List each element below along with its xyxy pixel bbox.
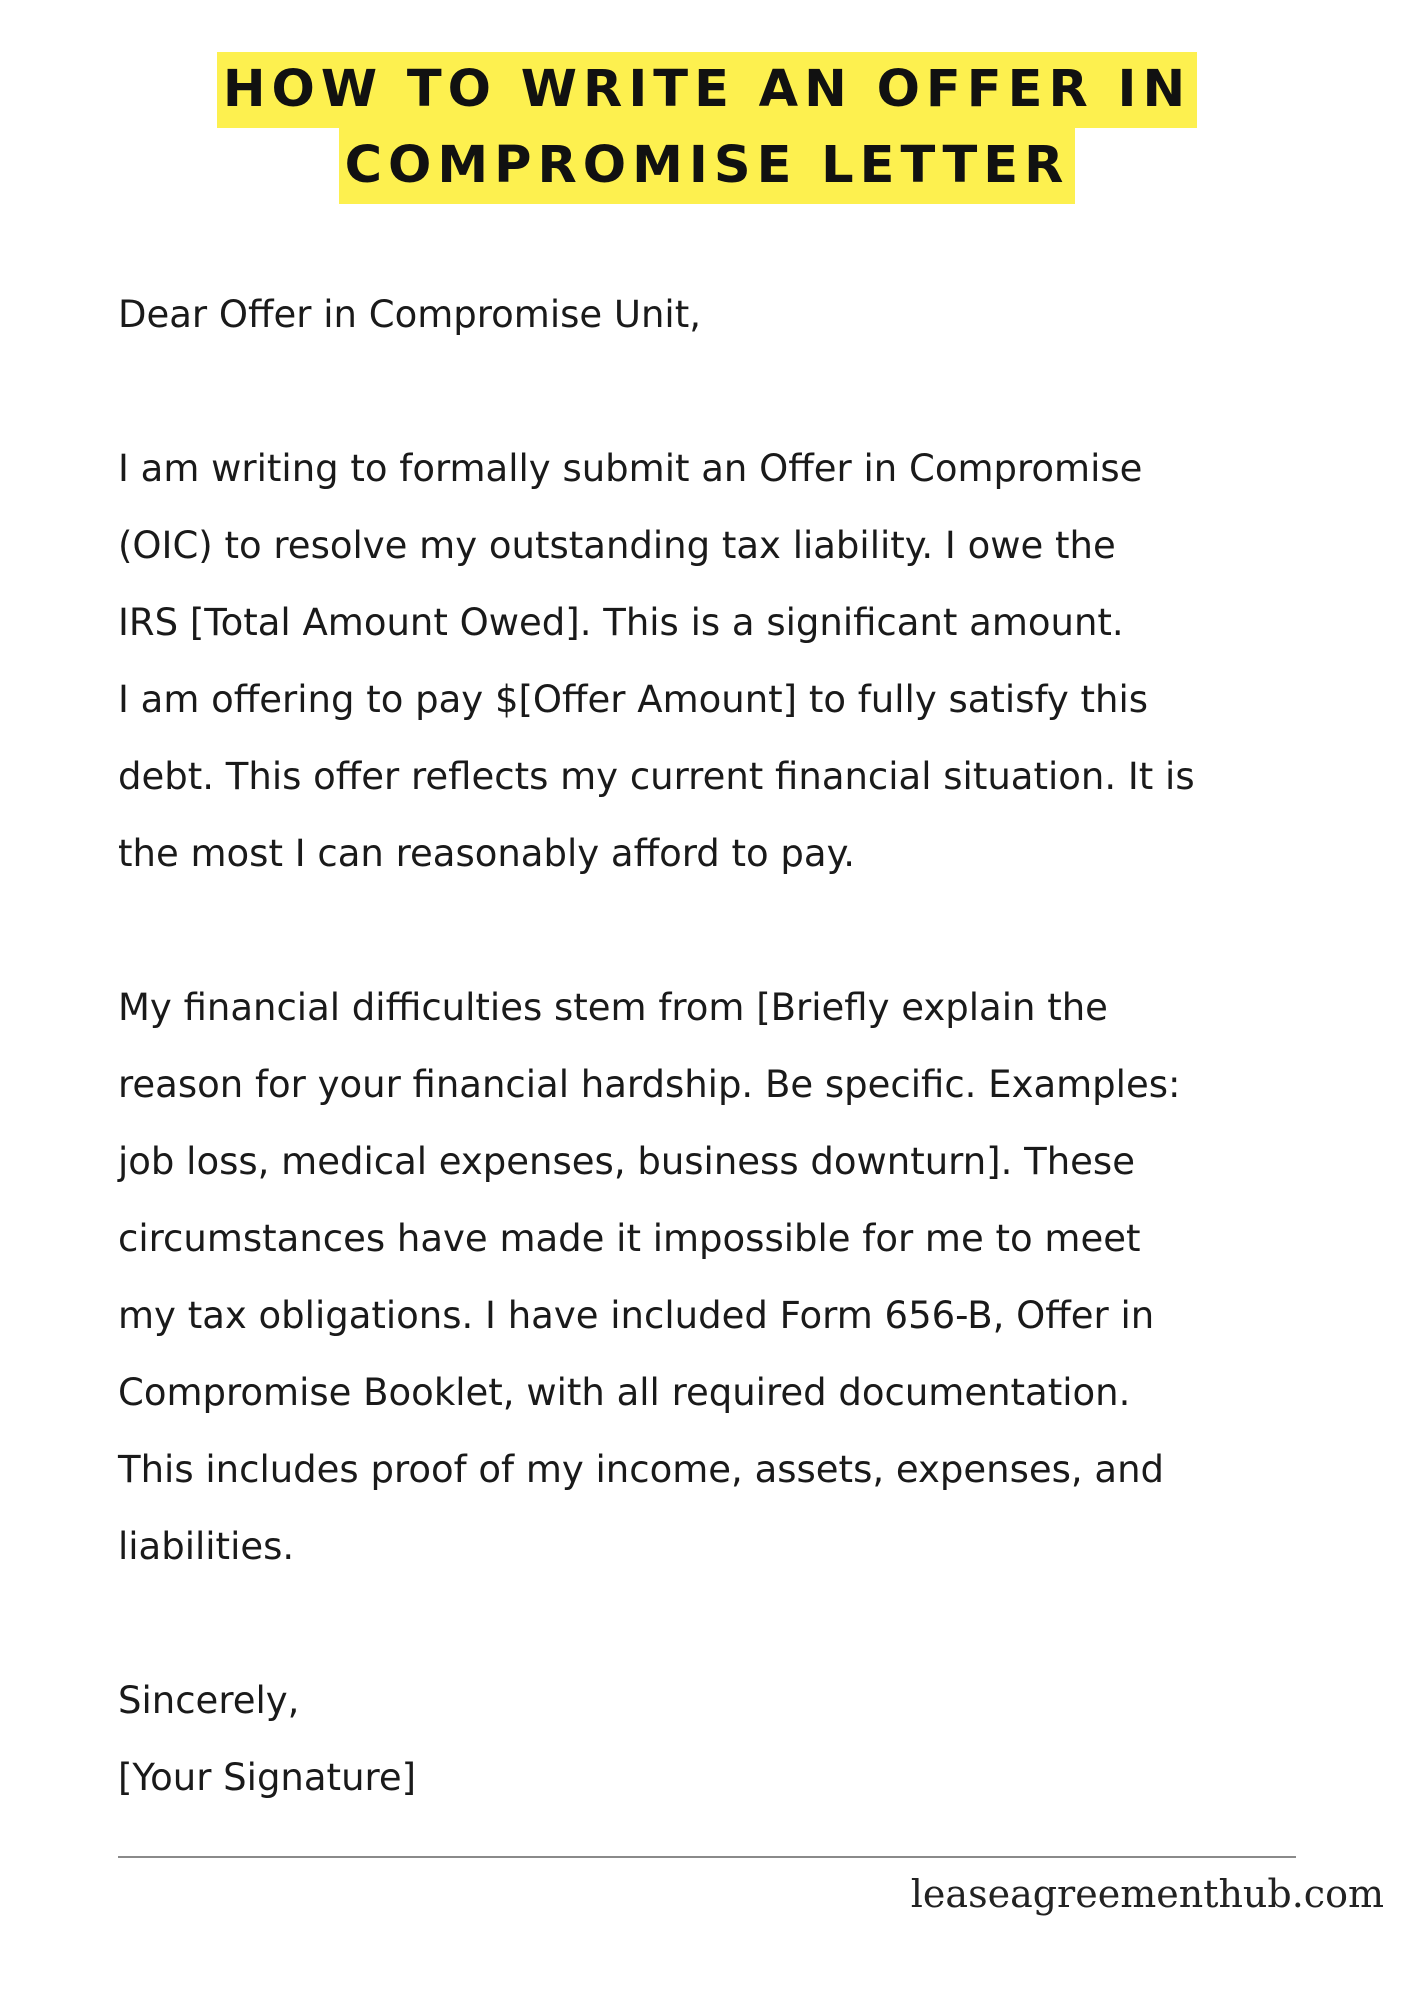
closing: Sincerely, — [118, 1679, 300, 1722]
footer-divider — [118, 1856, 1296, 1858]
paragraph-line: liabilities. — [118, 1525, 295, 1568]
paragraph-gap — [118, 892, 1348, 969]
paragraph-hardship — [118, 969, 1348, 1585]
paragraph-line: Compromise Booklet, with all required documentation. — [118, 1371, 1131, 1414]
paragraph-gap — [118, 353, 1348, 430]
page-title — [0, 52, 1414, 204]
paragraph-offer — [118, 430, 1348, 892]
paragraph-line: the most I can reasonably afford to pay. — [118, 832, 855, 875]
salutation: Dear Offer in Compromise Unit, — [118, 293, 701, 336]
title-line-2: COMPROMISE LETTER — [339, 128, 1076, 204]
paragraph-line: job loss, medical expenses, business downturn]. These — [118, 1140, 1135, 1183]
paragraph-line: my tax obligations. I have included Form 656-B, Offer in — [118, 1294, 1155, 1337]
title-line-1: HOW TO WRITE AN OFFER IN — [217, 52, 1197, 128]
paragraph-line: This includes proof of my income, assets, expenses, and — [118, 1448, 1165, 1491]
paragraph-line: reason for your financial hardship. Be specific. Examples: — [118, 1063, 1181, 1106]
paragraph-line: circumstances have made it impossible for me to meet — [118, 1217, 1141, 1260]
paragraph-line: My financial difficulties stem from [Briefly explain the — [118, 986, 1108, 1029]
paragraph-line: debt. This offer reflects my current financial situation. It is — [118, 755, 1195, 798]
paragraph-line: IRS [Total Amount Owed]. This is a significant amount. — [118, 601, 1124, 644]
paragraph-line: (OIC) to resolve my outstanding tax liability. I owe the — [118, 524, 1116, 567]
letter-body — [118, 276, 1348, 1816]
signature-placeholder: [Your Signature] — [118, 1756, 417, 1799]
paragraph-line: I am writing to formally submit an Offer in Compromise — [118, 447, 1143, 490]
footer-website: leaseagreementhub.com — [910, 1872, 1384, 1916]
paragraph-gap — [118, 1585, 1348, 1662]
paragraph-line: I am offering to pay $[Offer Amount] to fully satisfy this — [118, 678, 1149, 721]
